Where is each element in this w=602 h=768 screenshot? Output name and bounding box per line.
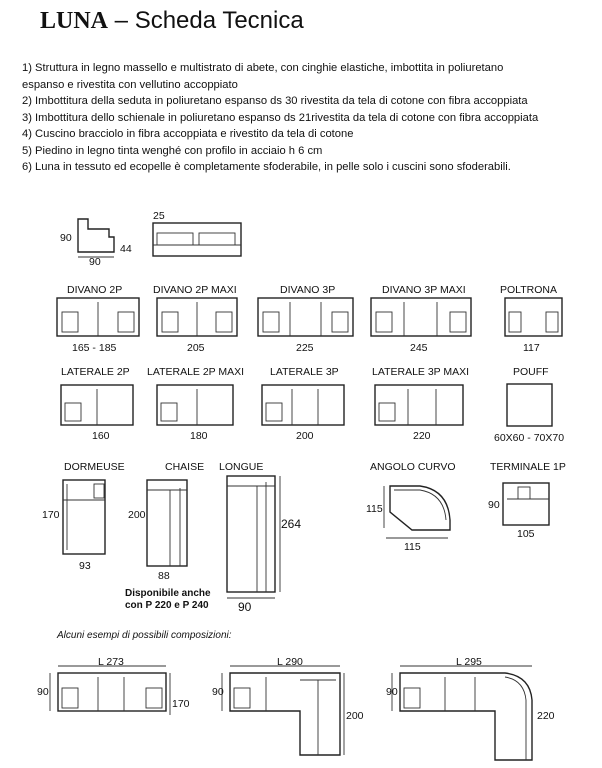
seat-height-label: 44 [120, 243, 132, 255]
angolo-side-a: 115 [366, 503, 383, 515]
chaise-name: CHAISE [165, 461, 205, 473]
composition-1-depth: 90 [37, 686, 49, 698]
divano-3p-maxi-name: DIVANO 3P MAXI [382, 284, 466, 296]
spec-line: 4) Cuscino bracciolo in fibra accoppiata e rivestito da tela di cotone [22, 128, 354, 140]
dormeuse-name: DORMEUSE [64, 461, 125, 473]
composition-3-depth: 90 [386, 686, 398, 698]
terminale-width: 105 [517, 528, 535, 540]
title-subtitle: Scheda Tecnica [134, 7, 304, 34]
spec-line: 1) Struttura in legno massello e multistrato di abete, con cinghie elastiche, imbottita in poliuretano [22, 62, 504, 74]
side-profile-drawing [78, 219, 114, 257]
laterale-2p-maxi-name: LATERALE 2P MAXI [147, 366, 245, 378]
availability-note-line1: Disponibile anche [125, 588, 211, 599]
composition-1-side: 170 [172, 698, 190, 710]
chaise-length: 200 [128, 509, 146, 521]
dormeuse-drawing [63, 480, 105, 554]
poltrona-drawing [505, 298, 562, 336]
divano-2p-drawing [57, 298, 139, 336]
chaise-drawing [147, 480, 187, 566]
laterale-2p-drawing [61, 385, 133, 425]
title-dash: – [108, 7, 135, 34]
poltrona-name: POLTRONA [500, 284, 557, 296]
divano-3p-name: DIVANO 3P [280, 284, 336, 296]
spec-line: 5) Piedino in legno tinta wenghé con profilo in acciaio h 6 cm [22, 144, 323, 157]
angolo-curvo-drawing [384, 486, 450, 538]
availability-note-line2: con P 220 e P 240 [125, 600, 209, 611]
terminale-depth: 90 [488, 499, 500, 511]
composition-3-length: L 295 [456, 656, 482, 668]
divano-3p-size: 225 [296, 342, 314, 354]
composition-2-depth: 90 [212, 686, 224, 698]
angolo-side-b: 115 [404, 541, 421, 553]
divano-2p-maxi-size: 205 [187, 342, 205, 354]
spec-line: 6) Luna in tessuto ed ecopelle è completamente sfoderabile, in pelle solo i cuscini sono sfoderabili. [22, 161, 511, 173]
angolo-curvo-name: ANGOLO CURVO [370, 461, 456, 473]
longue-drawing [227, 476, 280, 598]
composition-1-length: L 273 [98, 656, 124, 668]
longue-width: 90 [238, 600, 252, 614]
composition-1-drawing [50, 666, 170, 715]
divano-3p-drawing [258, 298, 353, 336]
front-view-drawing [153, 223, 241, 256]
laterale-2p-name: LATERALE 2P [61, 366, 130, 378]
laterale-2p-size: 160 [92, 430, 110, 442]
laterale-3p-maxi-name: LATERALE 3P MAXI [372, 366, 470, 378]
poltrona-size: 117 [523, 342, 540, 354]
composition-2-drawing [222, 666, 344, 755]
laterale-3p-maxi-drawing [375, 385, 463, 425]
longue-length: 264 [281, 517, 302, 531]
terminale-1p-drawing [503, 483, 549, 525]
laterale-3p-name: LATERALE 3P [270, 366, 339, 378]
pouff-drawing [507, 384, 552, 426]
laterale-3p-size: 200 [296, 430, 314, 442]
divano-2p-maxi-name: DIVANO 2P MAXI [153, 284, 237, 296]
composition-2-length: L 290 [277, 656, 303, 668]
divano-2p-size: 165 - 185 [72, 342, 117, 354]
spec-line: 3) Imbottitura dello schienale in poliuretano espanso ds 21rivestita da tela di cotone con fibra accoppiata [22, 111, 539, 124]
divano-3p-maxi-drawing [371, 298, 471, 336]
divano-2p-maxi-drawing [157, 298, 237, 336]
pouff-name: POUFF [513, 366, 549, 378]
composition-2-side: 200 [346, 710, 364, 722]
side-depth-label: 90 [89, 256, 101, 268]
laterale-3p-drawing [262, 385, 344, 425]
divano-2p-name: DIVANO 2P [67, 284, 123, 296]
side-height-label: 90 [60, 232, 72, 244]
spec-line: 2) Imbottitura della seduta in poliuretano espanso ds 30 rivestita da tela di cotone con fibra accoppiata [22, 95, 528, 107]
spec-line: espanso e rivestita con vellutino accoppiato [22, 78, 238, 91]
laterale-2p-maxi-drawing [157, 385, 233, 425]
terminale-1p-name: TERMINALE 1P [490, 461, 566, 473]
product-name: LUNA [40, 8, 109, 34]
laterale-3p-maxi-size: 220 [413, 430, 431, 442]
composition-3-drawing [392, 666, 532, 760]
chaise-width: 88 [158, 570, 170, 582]
dormeuse-length: 170 [42, 509, 60, 521]
laterale-2p-maxi-size: 180 [190, 430, 208, 442]
longue-name: LONGUE [219, 461, 264, 473]
compositions-heading: Alcuni esempi di possibili composizioni: [57, 630, 232, 641]
back-height-label: 25 [153, 210, 165, 222]
dormeuse-width: 93 [79, 560, 91, 572]
divano-3p-maxi-size: 245 [410, 342, 428, 354]
composition-3-side: 220 [537, 710, 555, 722]
pouff-size: 60X60 - 70X70 [494, 432, 565, 444]
